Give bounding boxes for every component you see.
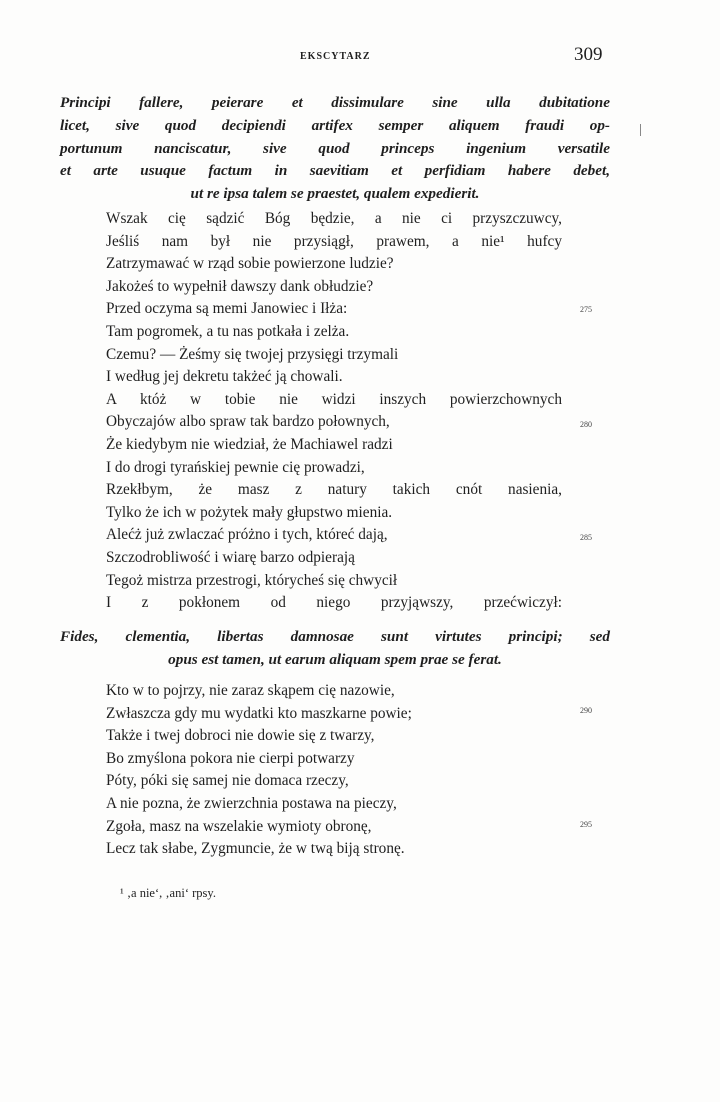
latin-motto-1 [60,92,610,206]
verse-line: Alećż już zwlaczać próżno i tych, któreć dają, [106,526,388,544]
motto-line: et arte usuque factum in saevitiam et perfidiam habere debet, [60,162,610,180]
verse-line: I według jej dekretu takżeć ją chowali. [106,368,343,386]
latin-motto-2 [60,626,610,672]
running-head: EKSCYTARZ [300,51,371,62]
verse-line: A nie pozna, że zwierzchnia postawa na pieczy, [106,794,397,812]
footnote: ¹ ‚a nie‘, ‚ani‘ rpsy. [120,886,216,900]
verse-line: Rzekłbym, że masz z natury takich cnót nasienia, [106,481,562,499]
verse-line: Kto w to pojrzy, nie zaraz skąpem cię nazowie, [106,682,395,699]
verse-block-1 [106,208,562,615]
motto-line: portunum nanciscatur, sive quod princeps ingenium versatile [60,139,610,157]
line-number: 290 [580,706,592,715]
verse-line: Jakożeś to wypełnił dawszy dank obłudzie? [106,277,374,295]
verse-line: Szczodrobliwość i wiarę barzo odpierają [106,548,355,566]
verse-block-2 [106,680,562,861]
verse-line: Jeśliś nam był nie przysiągł, prawem, a nie¹ hufcy [106,232,562,250]
motto-line: licet, sive quod decipiendi artifex semper aliquem fraudi op- [60,116,610,134]
line-number: 275 [580,305,592,314]
verse-line: Tegoż mistrza przestrogi, którycheś się chwycił [106,571,398,589]
motto-line: Fides, clementia, libertas damnosae sunt virtutes principi; sed [60,628,610,645]
verse-line: A któż w tobie nie widzi inszych powierzchownych [106,390,562,408]
verse-line: Zgoła, masz na wszelakie wymioty obronę, [106,817,372,835]
motto-line: Principi fallere, peierare et dissimulare sine ulla dubitatione [60,94,610,111]
margin-mark [640,124,641,136]
verse-line: Lecz tak słabe, Zygmuncie, że w twą biją stronę. [106,840,405,858]
verse-line: Także i twej dobroci nie dowie się z twarzy, [106,727,375,745]
verse-line: Tam pogromek, a tu nas potkała i zelża. [106,322,350,340]
verse-line: Póty, póki się samej nie domaca rzeczy, [106,772,349,790]
page-number: 309 [574,44,603,65]
verse-line: Przed oczyma są memi Janowiec i Iłża: [106,300,348,318]
verse-line: Wszak cię sądzić Bóg będzie, a nie ci przyszczuwcy, [106,210,562,227]
line-number: 285 [580,533,592,542]
verse-line: Tylko że ich w pożytek mały głupstwo mienia. [106,503,393,521]
verse-line: Obyczajów albo spraw tak bardzo połownych, [106,413,390,431]
verse-line: Zatrzymawać w rząd sobie powierzone ludzie? [106,255,394,273]
line-number: 295 [580,820,592,829]
verse-line: I do drogi tyrańskiej pewnie cię prowadzi, [106,458,365,476]
line-number: 280 [580,420,592,429]
motto-line: opus est tamen, ut earum aliquam spem prae se ferat. [168,650,502,668]
verse-line: Czemu? — Żeśmy się twojej przysięgi trzymali [106,345,399,363]
verse-line: Zwłaszcza gdy mu wydatki kto maszkarne powie; [106,704,412,722]
verse-line: Że kiedybym nie wiedział, że Machiawel radzi [106,435,393,453]
verse-line: I z pokłonem od niego przyjąwszy, przećwiczył: [106,594,562,612]
verse-line: Bo zmyślona pokora nie cierpi potwarzy [106,749,355,767]
motto-line: ut re ipsa talem se praestet, qualem expedierit. [190,185,480,203]
